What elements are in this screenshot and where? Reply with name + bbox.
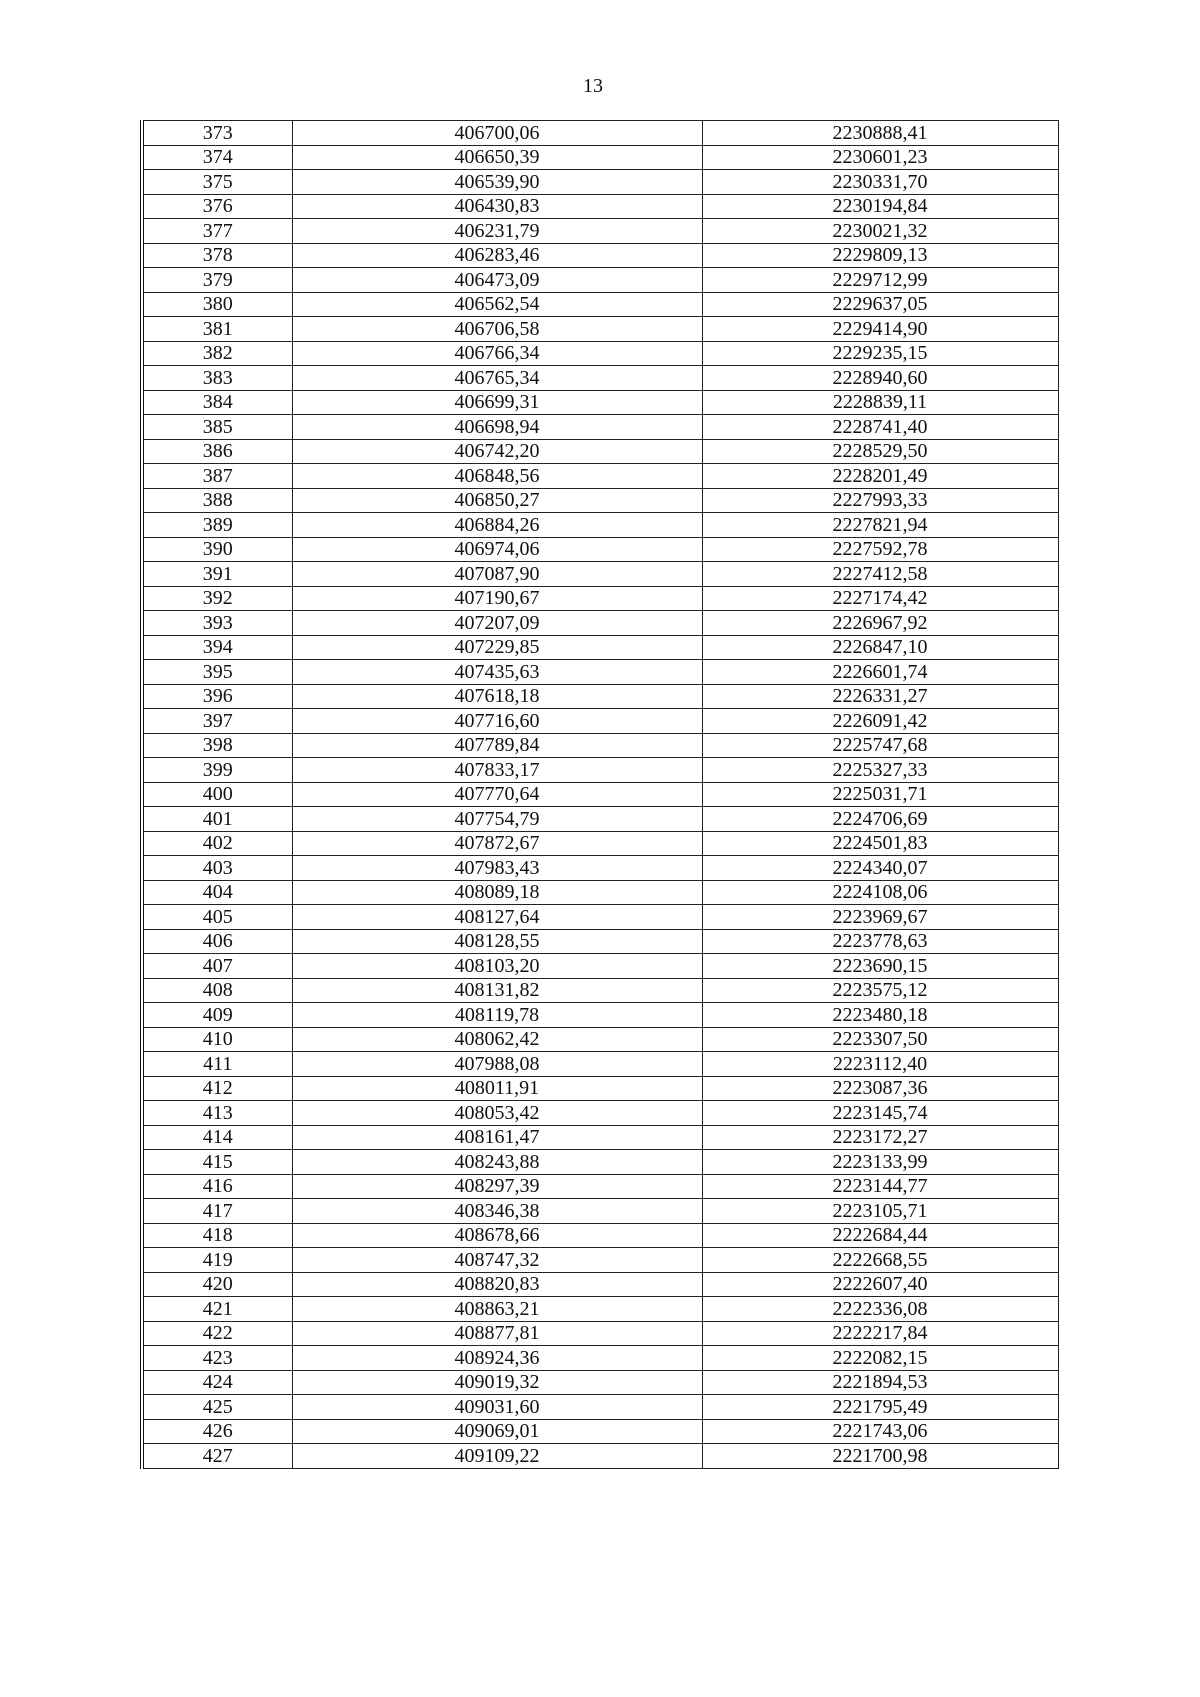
x-coordinate-cell: 409031,60 xyxy=(292,1395,702,1420)
point-number-cell: 394 xyxy=(142,635,292,660)
x-coordinate-cell: 406884,26 xyxy=(292,513,702,538)
x-coordinate-cell: 406231,79 xyxy=(292,219,702,244)
y-coordinate-cell: 2223690,15 xyxy=(702,954,1058,979)
table-row xyxy=(142,978,1058,1003)
x-coordinate-cell: 406698,94 xyxy=(292,415,702,440)
point-number-cell: 389 xyxy=(142,513,292,538)
point-number-cell: 382 xyxy=(142,341,292,366)
y-coordinate-cell: 2227592,78 xyxy=(702,537,1058,562)
x-coordinate-cell: 406974,06 xyxy=(292,537,702,562)
x-coordinate-cell: 408877,81 xyxy=(292,1321,702,1346)
table-row xyxy=(142,415,1058,440)
y-coordinate-cell: 2224706,69 xyxy=(702,807,1058,832)
x-coordinate-cell: 408128,55 xyxy=(292,929,702,954)
point-number-cell: 398 xyxy=(142,733,292,758)
point-number-cell: 387 xyxy=(142,464,292,489)
y-coordinate-cell: 2222082,15 xyxy=(702,1346,1058,1371)
x-coordinate-cell: 408747,32 xyxy=(292,1248,702,1273)
table-row xyxy=(142,611,1058,636)
x-coordinate-cell: 408243,88 xyxy=(292,1150,702,1175)
table-row xyxy=(142,1076,1058,1101)
table-row xyxy=(142,194,1058,219)
point-number-cell: 390 xyxy=(142,537,292,562)
y-coordinate-cell: 2223480,18 xyxy=(702,1003,1058,1028)
x-coordinate-cell: 408863,21 xyxy=(292,1297,702,1322)
point-number-cell: 408 xyxy=(142,978,292,1003)
table-row xyxy=(142,292,1058,317)
y-coordinate-cell: 2222668,55 xyxy=(702,1248,1058,1273)
coordinates-table xyxy=(140,120,1059,1469)
table-row xyxy=(142,341,1058,366)
point-number-cell: 413 xyxy=(142,1101,292,1126)
point-number-cell: 406 xyxy=(142,929,292,954)
point-number-cell: 395 xyxy=(142,660,292,685)
table-row xyxy=(142,219,1058,244)
x-coordinate-cell: 407087,90 xyxy=(292,562,702,587)
point-number-cell: 396 xyxy=(142,684,292,709)
point-number-cell: 422 xyxy=(142,1321,292,1346)
table-row xyxy=(142,1248,1058,1273)
table-row xyxy=(142,831,1058,856)
coordinates-table-body xyxy=(142,121,1058,1469)
y-coordinate-cell: 2228839,11 xyxy=(702,390,1058,415)
x-coordinate-cell: 408820,83 xyxy=(292,1272,702,1297)
point-number-cell: 385 xyxy=(142,415,292,440)
x-coordinate-cell: 407789,84 xyxy=(292,733,702,758)
x-coordinate-cell: 408062,42 xyxy=(292,1027,702,1052)
point-number-cell: 419 xyxy=(142,1248,292,1273)
table-row xyxy=(142,439,1058,464)
point-number-cell: 424 xyxy=(142,1370,292,1395)
table-row xyxy=(142,366,1058,391)
x-coordinate-cell: 406650,39 xyxy=(292,145,702,170)
table-row xyxy=(142,121,1058,146)
y-coordinate-cell: 2227821,94 xyxy=(702,513,1058,538)
x-coordinate-cell: 408161,47 xyxy=(292,1125,702,1150)
table-row xyxy=(142,1027,1058,1052)
y-coordinate-cell: 2223105,71 xyxy=(702,1199,1058,1224)
y-coordinate-cell: 2223307,50 xyxy=(702,1027,1058,1052)
point-number-cell: 405 xyxy=(142,905,292,930)
x-coordinate-cell: 408127,64 xyxy=(292,905,702,930)
x-coordinate-cell: 407229,85 xyxy=(292,635,702,660)
table-row xyxy=(142,1174,1058,1199)
x-coordinate-cell: 408119,78 xyxy=(292,1003,702,1028)
y-coordinate-cell: 2221743,06 xyxy=(702,1419,1058,1444)
table-row xyxy=(142,660,1058,685)
table-row xyxy=(142,1150,1058,1175)
page-number: 13 xyxy=(583,75,603,97)
table-row xyxy=(142,488,1058,513)
point-number-cell: 427 xyxy=(142,1444,292,1469)
x-coordinate-cell: 407770,64 xyxy=(292,782,702,807)
y-coordinate-cell: 2227412,58 xyxy=(702,562,1058,587)
point-number-cell: 425 xyxy=(142,1395,292,1420)
point-number-cell: 381 xyxy=(142,317,292,342)
point-number-cell: 375 xyxy=(142,170,292,195)
y-coordinate-cell: 2223133,99 xyxy=(702,1150,1058,1175)
point-number-cell: 402 xyxy=(142,831,292,856)
x-coordinate-cell: 406766,34 xyxy=(292,341,702,366)
point-number-cell: 383 xyxy=(142,366,292,391)
y-coordinate-cell: 2225747,68 xyxy=(702,733,1058,758)
x-coordinate-cell: 407207,09 xyxy=(292,611,702,636)
table-row xyxy=(142,758,1058,783)
y-coordinate-cell: 2228741,40 xyxy=(702,415,1058,440)
table-row xyxy=(142,1272,1058,1297)
x-coordinate-cell: 407754,79 xyxy=(292,807,702,832)
y-coordinate-cell: 2222607,40 xyxy=(702,1272,1058,1297)
point-number-cell: 417 xyxy=(142,1199,292,1224)
table-row xyxy=(142,537,1058,562)
table-row xyxy=(142,807,1058,832)
table-row xyxy=(142,1370,1058,1395)
point-number-cell: 420 xyxy=(142,1272,292,1297)
table-row xyxy=(142,243,1058,268)
table-row xyxy=(142,268,1058,293)
point-number-cell: 392 xyxy=(142,586,292,611)
point-number-cell: 411 xyxy=(142,1052,292,1077)
point-number-cell: 416 xyxy=(142,1174,292,1199)
y-coordinate-cell: 2229637,05 xyxy=(702,292,1058,317)
point-number-cell: 404 xyxy=(142,880,292,905)
x-coordinate-cell: 407988,08 xyxy=(292,1052,702,1077)
x-coordinate-cell: 406706,58 xyxy=(292,317,702,342)
y-coordinate-cell: 2230888,41 xyxy=(702,121,1058,146)
x-coordinate-cell: 409069,01 xyxy=(292,1419,702,1444)
y-coordinate-cell: 2222336,08 xyxy=(702,1297,1058,1322)
point-number-cell: 388 xyxy=(142,488,292,513)
point-number-cell: 403 xyxy=(142,856,292,881)
x-coordinate-cell: 406539,90 xyxy=(292,170,702,195)
x-coordinate-cell: 407872,67 xyxy=(292,831,702,856)
y-coordinate-cell: 2228201,49 xyxy=(702,464,1058,489)
x-coordinate-cell: 408346,38 xyxy=(292,1199,702,1224)
y-coordinate-cell: 2230331,70 xyxy=(702,170,1058,195)
table-row xyxy=(142,905,1058,930)
table-row xyxy=(142,1125,1058,1150)
y-coordinate-cell: 2229235,15 xyxy=(702,341,1058,366)
point-number-cell: 397 xyxy=(142,709,292,734)
table-row xyxy=(142,684,1058,709)
x-coordinate-cell: 408131,82 xyxy=(292,978,702,1003)
x-coordinate-cell: 406742,20 xyxy=(292,439,702,464)
x-coordinate-cell: 406848,56 xyxy=(292,464,702,489)
table-row xyxy=(142,1297,1058,1322)
y-coordinate-cell: 2230601,23 xyxy=(702,145,1058,170)
x-coordinate-cell: 406765,34 xyxy=(292,366,702,391)
x-coordinate-cell: 407716,60 xyxy=(292,709,702,734)
y-coordinate-cell: 2224108,06 xyxy=(702,880,1058,905)
y-coordinate-cell: 2229712,99 xyxy=(702,268,1058,293)
y-coordinate-cell: 2223778,63 xyxy=(702,929,1058,954)
y-coordinate-cell: 2223172,27 xyxy=(702,1125,1058,1150)
y-coordinate-cell: 2224501,83 xyxy=(702,831,1058,856)
x-coordinate-cell: 407833,17 xyxy=(292,758,702,783)
y-coordinate-cell: 2226601,74 xyxy=(702,660,1058,685)
point-number-cell: 421 xyxy=(142,1297,292,1322)
x-coordinate-cell: 406562,54 xyxy=(292,292,702,317)
point-number-cell: 386 xyxy=(142,439,292,464)
table-row xyxy=(142,635,1058,660)
y-coordinate-cell: 2227993,33 xyxy=(702,488,1058,513)
table-row xyxy=(142,1346,1058,1371)
x-coordinate-cell: 406473,09 xyxy=(292,268,702,293)
point-number-cell: 401 xyxy=(142,807,292,832)
x-coordinate-cell: 408297,39 xyxy=(292,1174,702,1199)
y-coordinate-cell: 2223087,36 xyxy=(702,1076,1058,1101)
y-coordinate-cell: 2221894,53 xyxy=(702,1370,1058,1395)
x-coordinate-cell: 408678,66 xyxy=(292,1223,702,1248)
x-coordinate-cell: 406850,27 xyxy=(292,488,702,513)
x-coordinate-cell: 407618,18 xyxy=(292,684,702,709)
y-coordinate-cell: 2226967,92 xyxy=(702,611,1058,636)
x-coordinate-cell: 406700,06 xyxy=(292,121,702,146)
y-coordinate-cell: 2229809,13 xyxy=(702,243,1058,268)
point-number-cell: 399 xyxy=(142,758,292,783)
point-number-cell: 380 xyxy=(142,292,292,317)
y-coordinate-cell: 2223969,67 xyxy=(702,905,1058,930)
table-row xyxy=(142,1101,1058,1126)
y-coordinate-cell: 2223112,40 xyxy=(702,1052,1058,1077)
table-row xyxy=(142,1419,1058,1444)
table-row xyxy=(142,954,1058,979)
y-coordinate-cell: 2222684,44 xyxy=(702,1223,1058,1248)
table-row xyxy=(142,170,1058,195)
x-coordinate-cell: 408924,36 xyxy=(292,1346,702,1371)
x-coordinate-cell: 409019,32 xyxy=(292,1370,702,1395)
table-row xyxy=(142,1395,1058,1420)
x-coordinate-cell: 406430,83 xyxy=(292,194,702,219)
x-coordinate-cell: 406283,46 xyxy=(292,243,702,268)
table-row xyxy=(142,562,1058,587)
y-coordinate-cell: 2228940,60 xyxy=(702,366,1058,391)
point-number-cell: 414 xyxy=(142,1125,292,1150)
table-row xyxy=(142,880,1058,905)
y-coordinate-cell: 2223575,12 xyxy=(702,978,1058,1003)
y-coordinate-cell: 2223144,77 xyxy=(702,1174,1058,1199)
y-coordinate-cell: 2227174,42 xyxy=(702,586,1058,611)
table-row xyxy=(142,1199,1058,1224)
point-number-cell: 412 xyxy=(142,1076,292,1101)
point-number-cell: 418 xyxy=(142,1223,292,1248)
x-coordinate-cell: 407190,67 xyxy=(292,586,702,611)
x-coordinate-cell: 408053,42 xyxy=(292,1101,702,1126)
table-row xyxy=(142,1003,1058,1028)
table-row xyxy=(142,709,1058,734)
y-coordinate-cell: 2225031,71 xyxy=(702,782,1058,807)
point-number-cell: 374 xyxy=(142,145,292,170)
y-coordinate-cell: 2221795,49 xyxy=(702,1395,1058,1420)
point-number-cell: 407 xyxy=(142,954,292,979)
point-number-cell: 426 xyxy=(142,1419,292,1444)
table-row xyxy=(142,733,1058,758)
point-number-cell: 379 xyxy=(142,268,292,293)
table-row xyxy=(142,513,1058,538)
y-coordinate-cell: 2222217,84 xyxy=(702,1321,1058,1346)
point-number-cell: 393 xyxy=(142,611,292,636)
point-number-cell: 400 xyxy=(142,782,292,807)
y-coordinate-cell: 2230194,84 xyxy=(702,194,1058,219)
x-coordinate-cell: 406699,31 xyxy=(292,390,702,415)
x-coordinate-cell: 407983,43 xyxy=(292,856,702,881)
point-number-cell: 409 xyxy=(142,1003,292,1028)
y-coordinate-cell: 2221700,98 xyxy=(702,1444,1058,1469)
point-number-cell: 377 xyxy=(142,219,292,244)
table-row xyxy=(142,390,1058,415)
y-coordinate-cell: 2226847,10 xyxy=(702,635,1058,660)
point-number-cell: 373 xyxy=(142,121,292,146)
y-coordinate-cell: 2223145,74 xyxy=(702,1101,1058,1126)
x-coordinate-cell: 408011,91 xyxy=(292,1076,702,1101)
point-number-cell: 423 xyxy=(142,1346,292,1371)
point-number-cell: 376 xyxy=(142,194,292,219)
point-number-cell: 384 xyxy=(142,390,292,415)
x-coordinate-cell: 407435,63 xyxy=(292,660,702,685)
table-row xyxy=(142,317,1058,342)
x-coordinate-cell: 409109,22 xyxy=(292,1444,702,1469)
table-row xyxy=(142,1223,1058,1248)
y-coordinate-cell: 2229414,90 xyxy=(702,317,1058,342)
table-row xyxy=(142,929,1058,954)
y-coordinate-cell: 2228529,50 xyxy=(702,439,1058,464)
y-coordinate-cell: 2226091,42 xyxy=(702,709,1058,734)
y-coordinate-cell: 2225327,33 xyxy=(702,758,1058,783)
table-row xyxy=(142,1052,1058,1077)
table-row xyxy=(142,464,1058,489)
table-row xyxy=(142,1321,1058,1346)
point-number-cell: 378 xyxy=(142,243,292,268)
point-number-cell: 410 xyxy=(142,1027,292,1052)
y-coordinate-cell: 2226331,27 xyxy=(702,684,1058,709)
x-coordinate-cell: 408089,18 xyxy=(292,880,702,905)
y-coordinate-cell: 2224340,07 xyxy=(702,856,1058,881)
y-coordinate-cell: 2230021,32 xyxy=(702,219,1058,244)
table-row xyxy=(142,1444,1058,1469)
point-number-cell: 415 xyxy=(142,1150,292,1175)
point-number-cell: 391 xyxy=(142,562,292,587)
table-row xyxy=(142,145,1058,170)
table-row xyxy=(142,586,1058,611)
table-row xyxy=(142,782,1058,807)
table-row xyxy=(142,856,1058,881)
x-coordinate-cell: 408103,20 xyxy=(292,954,702,979)
